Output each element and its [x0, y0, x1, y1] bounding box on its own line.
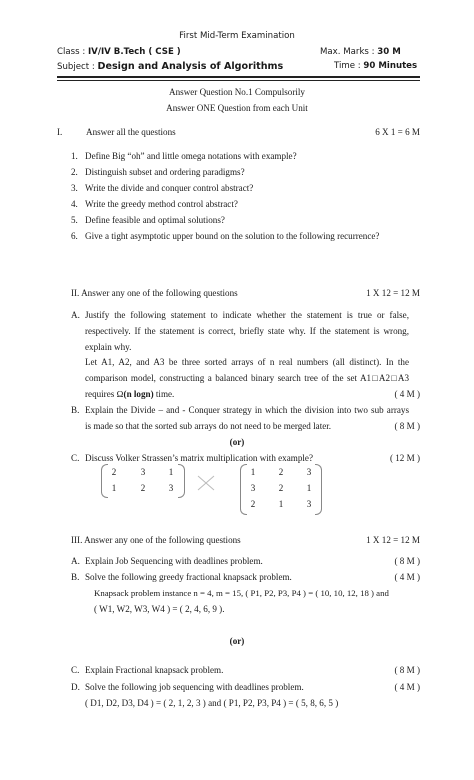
section-2-or: (or) [229, 437, 245, 447]
subject-line [57, 61, 283, 72]
max-marks-line [320, 47, 401, 57]
section-2-a-line-1: Justify the following statement to indicate whether the statement is true or false, [85, 310, 409, 320]
class-line [57, 47, 181, 57]
time-line [334, 61, 417, 71]
section-3-letter-a: A. [71, 556, 80, 566]
question-number: 6. [71, 231, 78, 241]
section-1-marks: 6 X 1 = 6 M [375, 127, 420, 137]
section-2-b-line-2: is made so that the sorted sub arrays do not need to be merged later. [85, 421, 332, 431]
section-3-d-marks: ( 4 M ) [394, 682, 420, 692]
matrix-a-cell: 2 [111, 467, 117, 477]
section-2-letter-b: B. [71, 405, 80, 415]
time-label: Time : [334, 61, 364, 71]
matrix-a-cell: 1 [168, 467, 174, 477]
section-2-a-line-4: Let A1, A2, and A3 be three sorted arrays of n real numbers (all distinct). In the [85, 357, 409, 367]
section-3-d-line-2: ( D1, D2, D3, D4 ) = ( 2, 1, 2, 3 ) and ( P1, P2, P3, P4 ) = ( 5, 8, 6, 5 ) [85, 698, 339, 708]
section-3-or: (or) [229, 636, 245, 646]
matrix-b-cell: 3 [306, 467, 312, 477]
header-rule-thin [57, 80, 420, 81]
question-text: Write the divide and conquer control abstract? [85, 183, 254, 193]
section-2-c-marks: ( 12 M ) [389, 453, 420, 463]
section-3-marks: 1 X 12 = 12 M [366, 535, 420, 545]
matrix-b-cell: 1 [306, 483, 312, 493]
section-3-b-marks: ( 4 M ) [394, 572, 420, 582]
section-2-a-line-6 [85, 389, 174, 399]
section-3-a-marks: ( 8 M ) [394, 556, 420, 566]
matrix-b [240, 464, 322, 515]
section-2-b-marks: ( 8 M ) [394, 421, 420, 431]
section-3-c-marks: ( 8 M ) [394, 665, 420, 675]
max-marks-value: 30 M [377, 47, 401, 57]
section-2-a-marks: ( 4 M ) [394, 389, 420, 399]
multiply-cross-icon [196, 474, 216, 492]
matrix-b-cell: 3 [306, 499, 312, 509]
max-marks-label: Max. Marks : [320, 47, 378, 57]
section-1-numeral: I. [57, 127, 63, 137]
instruction-line-2: Answer ONE Question from each Unit [166, 103, 308, 113]
omega-prefix: requires Ω [85, 389, 124, 399]
section-1-title: Answer all the questions [86, 127, 176, 137]
matrix-b-cell: 1 [250, 467, 256, 477]
question-text: Define feasible and optimal solutions? [85, 215, 225, 225]
section-3-d-text: Solve the following job sequencing with deadlines problem. [85, 682, 304, 692]
section-2-letter-c: C. [71, 453, 80, 463]
question-number: 4. [71, 199, 78, 209]
question-number: 2. [71, 167, 78, 177]
header-rule-thick [57, 76, 420, 78]
matrix-a-cell: 3 [140, 467, 146, 477]
question-text: Write the greedy method control abstract? [85, 199, 238, 209]
subject-value: Design and Analysis of Algorithms [97, 61, 284, 72]
matrix-b-cell: 3 [250, 483, 256, 493]
class-label: Class : [57, 47, 88, 57]
matrix-a-cell: 2 [140, 483, 146, 493]
section-2-c-text: Discuss Volker Strassen’s matrix multiplication with example? [85, 453, 313, 463]
matrix-b-cell: 2 [278, 467, 284, 477]
question-text: Give a tight asymptotic upper bound on the solution to the following recurrence? [85, 231, 380, 241]
matrix-b-cell: 2 [250, 499, 256, 509]
matrix-a [101, 464, 185, 498]
matrix-b-cell: 1 [278, 499, 284, 509]
instruction-line-1: Answer Question No.1 Compulsorily [169, 87, 305, 97]
class-value: IV/IV B.Tech ( CSE ) [87, 47, 181, 57]
section-3-b-line-2: Knapsack problem instance n = 4, m = 15, ( P1, P2, P3, P4 ) = ( 10, 10, 12, 18 ) and [94, 588, 389, 598]
matrix-a-cell: 1 [111, 483, 117, 493]
section-3-a-text: Explain Job Sequencing with deadlines problem. [85, 556, 263, 566]
matrix-a-cell: 3 [168, 483, 174, 493]
time-value: 90 Minutes [363, 61, 418, 71]
subject-label: Subject : [57, 62, 98, 72]
section-2-a-line-2: respectively. If the statement is correct, briefly state why. If the statement is wrong, [85, 326, 409, 336]
question-number: 5. [71, 215, 78, 225]
matrix-a-right-bracket [178, 464, 185, 498]
section-2-marks: 1 X 12 = 12 M [366, 288, 420, 298]
section-2-b-line-1: Explain the Divide – and - Conquer strategy in which the division into two sub arrays [85, 405, 409, 415]
section-3-letter-c: C. [71, 665, 80, 675]
question-number: 3. [71, 183, 78, 193]
section-2-a-line-3: explain why. [85, 342, 132, 352]
section-2-title: II. Answer any one of the following questions [71, 288, 238, 298]
omega-bound: (n logn) [123, 389, 154, 399]
section-3-letter-b: B. [71, 572, 80, 582]
question-text: Define Big “oh” and little omega notations with example? [85, 151, 297, 161]
section-3-b-line-3: ( W1, W2, W3, W4 ) = ( 2, 4, 6, 9 ). [94, 604, 225, 614]
matrix-b-cell: 2 [278, 483, 284, 493]
section-3-title: III. Answer any one of the following questions [71, 535, 241, 545]
exam-title: First Mid-Term Examination [179, 31, 295, 41]
section-3-b-text: Solve the following greedy fractional knapsack problem. [85, 572, 292, 582]
time-suffix: time. [153, 389, 175, 399]
section-2-a-line-5: comparison model, constructing a balanced binary search tree of the set A1□A2□A3 [85, 373, 409, 383]
question-number: 1. [71, 151, 78, 161]
question-text: Distinguish subset and ordering paradigms? [85, 167, 245, 177]
section-3-letter-d: D. [71, 682, 80, 692]
section-3-c-text: Explain Fractional knapsack problem. [85, 665, 224, 675]
section-2-letter-a: A. [71, 310, 80, 320]
